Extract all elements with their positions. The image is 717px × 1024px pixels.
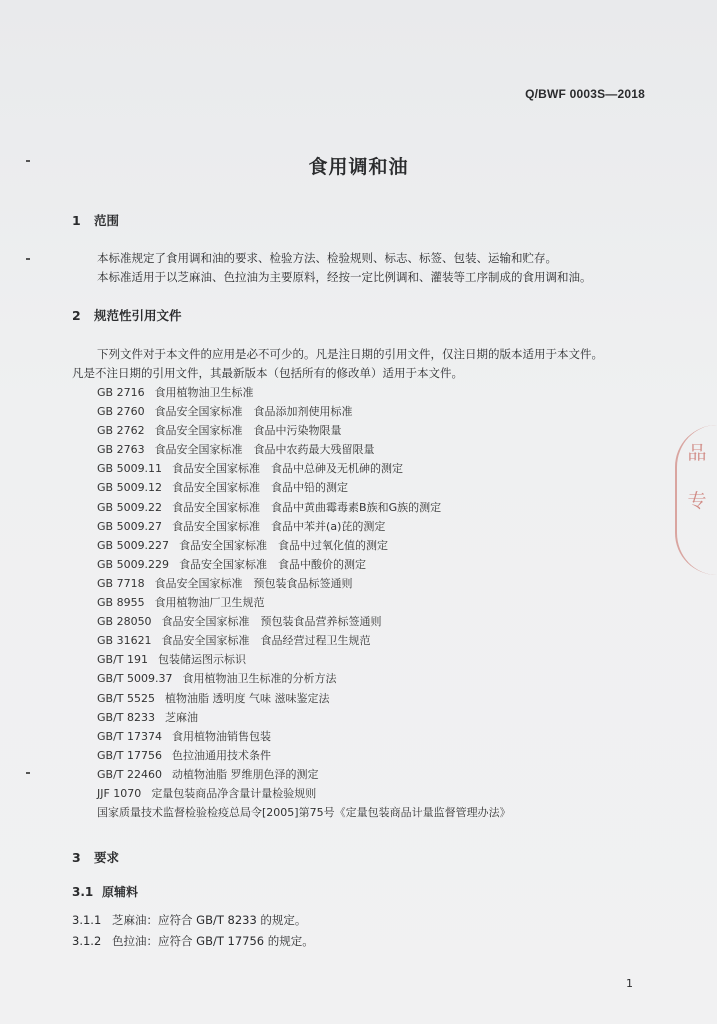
reference-item: [97, 803, 511, 822]
reference-code: GB 2762: [97, 424, 145, 438]
reference-code: GB/T 191: [97, 653, 148, 667]
reference-title: 色拉油通用技术条件: [172, 748, 271, 762]
reference-item: [97, 708, 511, 727]
reference-code: GB/T 22460: [97, 767, 162, 781]
reference-code: GB/T 5525: [97, 691, 155, 705]
requirement-item: [72, 912, 306, 928]
item-number: 3.1.1: [72, 913, 102, 927]
reference-item: [97, 402, 511, 421]
subsection-title: 原辅料: [102, 885, 139, 899]
reference-item: [97, 383, 511, 402]
subsection-number: 3.1: [72, 885, 94, 899]
margin-mark: [26, 772, 30, 774]
reference-title: 植物油脂 透明度 气味 滋味鉴定法: [165, 691, 330, 705]
section-title: 范围: [94, 213, 120, 228]
page-number: 1: [626, 977, 633, 990]
item-text: 芝麻油：应符合 GB/T 8233 的规定。: [112, 913, 307, 927]
reference-list: [97, 383, 511, 822]
reference-code: GB 8955: [97, 596, 145, 610]
reference-code: GB 5009.229: [97, 557, 170, 571]
reference-code: GB/T 8233: [97, 710, 155, 724]
reference-title: 食品安全国家标准 食品经营过程卫生规范: [161, 634, 371, 648]
reference-item: [97, 421, 511, 440]
section-2-heading: [72, 306, 182, 324]
reference-code: JJF 1070: [97, 786, 142, 800]
reference-item: [97, 478, 511, 497]
reference-title: 食用植物油卫生标准: [154, 386, 254, 399]
reference-item: [97, 746, 511, 765]
reference-item: [97, 631, 511, 650]
section-1-paragraph: 本标准适用于以芝麻油、色拉油为主要原料，经按一定比例调和、灌装等工序制成的食用调和油。: [97, 270, 592, 284]
reference-item: [97, 536, 511, 555]
reference-title: 芝麻油: [165, 710, 198, 724]
reference-code: GB 2760: [97, 405, 145, 419]
reference-title: 食品安全国家标准 预包装食品标签通则: [154, 576, 353, 590]
reference-title: 动植物油脂 罗维朋色泽的测定: [172, 767, 319, 781]
reference-title: 食用植物油厂卫生规范: [154, 596, 265, 610]
reference-code: GB 2716: [97, 386, 145, 399]
reference-code: GB/T 17374: [97, 729, 162, 743]
reference-code: GB/T 5009.37: [97, 672, 173, 686]
requirement-item: [72, 933, 314, 949]
reference-title: 国家质量技术监督检验检疫总局令[2005]第75号《定量包装商品计量监督管理办法》: [97, 806, 511, 820]
subsection-3-1-heading: [72, 883, 138, 900]
reference-title: 食品安全国家标准 食品中苯并(a)芘的测定: [172, 519, 386, 533]
reference-title: 食品安全国家标准 食品中铅的测定: [172, 481, 349, 495]
reference-title: 食品安全国家标准 食品中酸价的测定: [179, 557, 367, 571]
document-code: Q/BWF 0003S—2018: [525, 87, 645, 101]
reference-item: [97, 727, 511, 746]
reference-item: [97, 593, 511, 612]
reference-title: 食品安全国家标准 食品中过氧化值的测定: [179, 538, 389, 552]
reference-code: GB/T 17756: [97, 748, 162, 762]
reference-code: GB 2763: [97, 443, 145, 457]
reference-title: 食品安全国家标准 预包装食品营养标签通则: [161, 615, 382, 629]
reference-item: [97, 440, 511, 459]
reference-code: GB 28050: [97, 615, 152, 629]
reference-title: 定量包装商品净含量计量检验规则: [151, 786, 317, 800]
item-text: 色拉油：应符合 GB/T 17756 的规定。: [112, 934, 314, 948]
reference-code: GB 7718: [97, 576, 145, 590]
reference-item: [97, 612, 511, 631]
reference-title: 食品安全国家标准 食品中农药最大残留限量: [154, 443, 375, 457]
item-number: 3.1.2: [72, 934, 102, 948]
reference-item: [97, 459, 511, 478]
reference-item: [97, 498, 511, 517]
section-1-paragraph: 本标准规定了食用调和油的要求、检验方法、检验规则、标志、标签、包装、运输和贮存。: [97, 251, 557, 265]
reference-item: [97, 650, 511, 669]
reference-item: [97, 689, 511, 708]
reference-title: 食用植物油卫生标准的分析方法: [182, 672, 337, 686]
seal-stamp: 品 专: [675, 425, 717, 575]
reference-item: [97, 555, 511, 574]
reference-code: GB 31621: [97, 634, 152, 648]
section-1-heading: [72, 211, 119, 229]
reference-title: 包装储运图示标识: [158, 653, 246, 667]
section-2-intro: 下列文件对于本文件的应用是必不可少的。凡是注日期的引用文件，仅注日期的版本适用于本文件。: [97, 347, 603, 361]
reference-code: GB 5009.11: [97, 462, 163, 476]
reference-code: GB 5009.12: [97, 481, 163, 495]
reference-title: 食用植物油销售包装: [172, 729, 271, 743]
reference-code: GB 5009.22: [97, 500, 163, 514]
reference-item: [97, 784, 511, 803]
document-title: 食用调和油: [308, 156, 409, 178]
reference-title: 食品安全国家标准 食品添加剂使用标准: [154, 405, 353, 419]
section-title: 要求: [94, 850, 120, 865]
section-3-heading: [72, 848, 119, 866]
section-title: 规范性引用文件: [94, 308, 182, 323]
section-number: 3: [72, 850, 81, 865]
reference-title: 食品安全国家标准 食品中黄曲霉毒素B族和G族的测定: [172, 500, 442, 514]
section-number: 1: [72, 213, 81, 228]
reference-item: [97, 574, 511, 593]
margin-mark: [26, 258, 30, 260]
reference-code: GB 5009.227: [97, 538, 170, 552]
reference-item: [97, 669, 511, 688]
reference-title: 食品安全国家标准 食品中总砷及无机砷的测定: [172, 462, 404, 476]
reference-code: GB 5009.27: [97, 519, 163, 533]
section-number: 2: [72, 308, 81, 323]
reference-item: [97, 765, 511, 784]
reference-title: 食品安全国家标准 食品中污染物限量: [154, 424, 342, 438]
section-2-intro: 凡是不注日期的引用文件，其最新版本（包括所有的修改单）适用于本文件。: [72, 366, 463, 380]
reference-item: [97, 517, 511, 536]
